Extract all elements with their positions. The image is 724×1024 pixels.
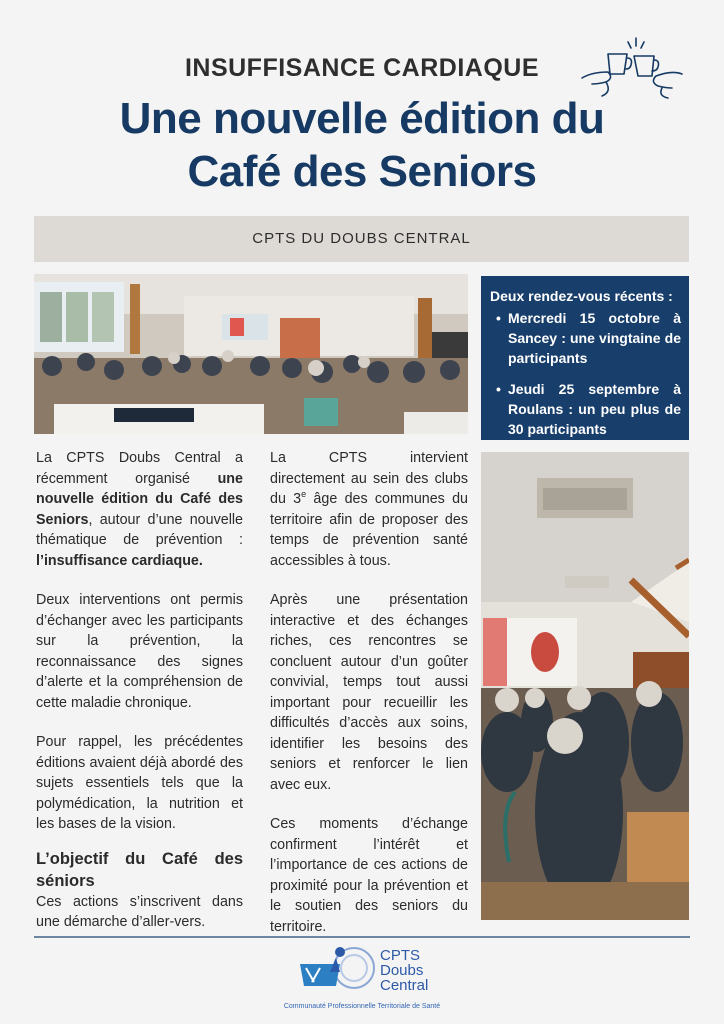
col1-p1-text: La CPTS Doubs Central a récemment organisé [36,450,243,487]
cheers-coffee-icon [578,34,688,100]
col1-p1-bold-2: l’insuffisance cardiaque. [36,552,203,569]
cpts-logo-text [380,948,428,993]
event-item-1: • Mercredi 15 octobre à Sancey : une vingtaine de participants [490,308,681,368]
col2-paragraph-2: Après une présentation interactive et des échanges riches, ces rencontres se concluent autour d’un goûter convivial, temps tout aussi important pour recueillir les difficultés d’accès aux soins, identifier les besoins des seniors et renforcer le lien avec eux. [270,592,468,793]
col2-p1-text-2: âge des communes du territoire afin de proposer des temps de prévention santé accessibles à tous. [270,491,468,569]
col2-p1-sup: e [301,489,307,500]
col1-paragraph-3: Pour rappel, les précédentes éditions avaient déjà abordé des sujets essentiels tels que la polymédication, la nutrition et les bases de la vision. [36,734,243,832]
page-title [0,92,724,198]
events-list [490,308,681,439]
col2-paragraph-3: Ces moments d’échange confirment l’intérêt et l’importance de ces actions de proximité pour la prévention et le soutien des seniors du territoire. [270,816,468,935]
objective-heading: L’objectif du Café des séniors [36,849,243,890]
footer-divider [34,936,690,938]
col1-paragraph-4: Ces actions s’inscrivent dans une démarche d’aller-vers. [36,893,243,930]
col1-p1-bold: une nouvelle édition du Café des Seniors [36,470,243,528]
logo-caption: Communauté Professionnelle Territoriale de Santé [283,1003,441,1010]
text-column-2 [270,448,468,937]
col1-p1-text-2: , autour d’une nouvelle thématique de prévention : [36,511,243,548]
col1-paragraph-2: Deux interventions ont permis d’échanger avec les participants sur la prévention, la reconnaissance des signes d’alerte et la compréhension de cette maladie chronique. [36,592,243,711]
meeting-photo-2 [481,452,689,920]
events-infobox [481,276,689,440]
infobox-heading: Deux rendez-vous récents : [490,288,673,304]
logo-line-3: Central [380,977,429,994]
logo-line-2: Doubs [380,962,424,979]
title-line-1: Une nouvelle édition du [119,94,605,143]
col2-p1-text: La CPTS intervient directement au sein des clubs du 3 [270,450,468,507]
kicker: INSUFFISANCE CARDIAQUE [184,54,540,82]
meeting-photo-1 [34,274,468,434]
title-line-2: Café des Seniors [187,147,537,196]
logo-line-1: CPTS [380,947,421,964]
event-item-2: • Jeudi 25 septembre à Roulans : un peu plus de 30 participants [490,379,681,439]
col1-paragraph-1 [36,448,243,571]
col2-paragraph-1 [270,448,468,571]
text-column-1 [36,448,243,933]
banner: CPTS DU DOUBS CENTRAL [34,216,689,262]
